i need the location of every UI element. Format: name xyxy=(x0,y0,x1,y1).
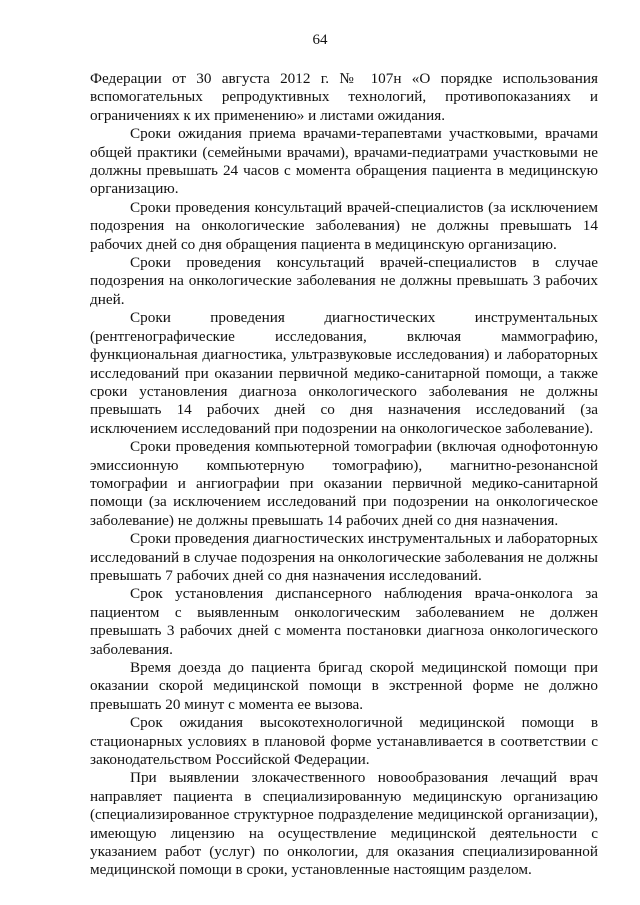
paragraph-primary-care-wait: Сроки ожидания приема врачами-терапевтами участковыми, врачами общей практики (семейными врачами), врачами-педиатрами участковыми не должны превышать 24 часов с момента обращения пациента в медицинскую организацию. xyxy=(90,125,598,198)
paragraph-oncologist-observation: Срок установления диспансерного наблюдения врача-онколога за пациентом с выявленным онкологическим заболеванием не должен превышать 3 рабочих дней с момента постановки диагноза онкологического заболевания. xyxy=(90,585,598,658)
paragraph-ct-mri: Сроки проведения компьютерной томографии (включая однофотонную эмиссионную компьютерную томографию), магнитно-резонансной томографии и ангиографии при оказании первичной медико-санитарной помощи (за исключением исследований при подозрении на онкологическое заболевание) не должны превышать 14 рабочих дней со дня назначения. xyxy=(90,438,598,529)
paragraph-specialist-consultation: Сроки проведения консультаций врачей-специалистов (за исключением подозрения на онкологические заболевания) не должны превышать 14 рабочих дней со дня обращения пациента в медицинскую организацию. xyxy=(90,198,598,253)
page-number: 64 xyxy=(312,32,328,48)
paragraph-ambulance-arrival: Время доезда до пациента бригад скорой медицинской помощи при оказании скорой медицинской помощи в экстренной форме не должно превышать 20 минут с момента ее вызова. xyxy=(90,659,598,713)
paragraph-oncology-consultation: Сроки проведения консультаций врачей-специалистов в случае подозрения на онкологические заболевания не должны превышать 3 рабочих дней. xyxy=(90,254,598,308)
body-text xyxy=(90,70,598,880)
paragraph-cancer-referral: При выявлении злокачественного новообразования лечащий врач направляет пациента в специализированную медицинскую организацию (специализированное структурное подразделение медицинской организации), имеющую лицензию на осуществление медицинской деятельности с указанием работ (услуг) по онкологии, для оказания специализированной медицинской помощи в сроки, установленные настоящим разделом. xyxy=(90,769,598,879)
paragraph-continuation: Федерации от 30 августа 2012 г. № 107н «О порядке использования вспомогательных репродуктивных технологий, противопоказаниях и ограничениях к их применению» и листами ожидания. xyxy=(90,70,598,124)
paragraph-oncology-diagnostics: Сроки проведения диагностических инструментальных и лабораторных исследований в случае подозрения на онкологические заболевания не должны превышать 7 рабочих дней со дня назначения исследований. xyxy=(90,530,598,584)
paragraph-high-tech-care: Срок ожидания высокотехнологичной медицинской помощи в стационарных условиях в плановой форме устанавливается в соответствии с законодательством Российской Федерации. xyxy=(90,714,598,769)
paragraph-diagnostic-tests: Сроки проведения диагностических инструментальных (рентгенографические исследования, включая маммографию, функциональная диагностика, ультразвуковые исследования) и лабораторных исследований при оказании первичной медико-санитарной помощи, а также сроки установления диагноза онкологического заболевания не должны превышать 14 рабочих дней со дня назначения исследований (за исключением исследований при подозрении на онкологическое заболевание). xyxy=(90,309,598,437)
